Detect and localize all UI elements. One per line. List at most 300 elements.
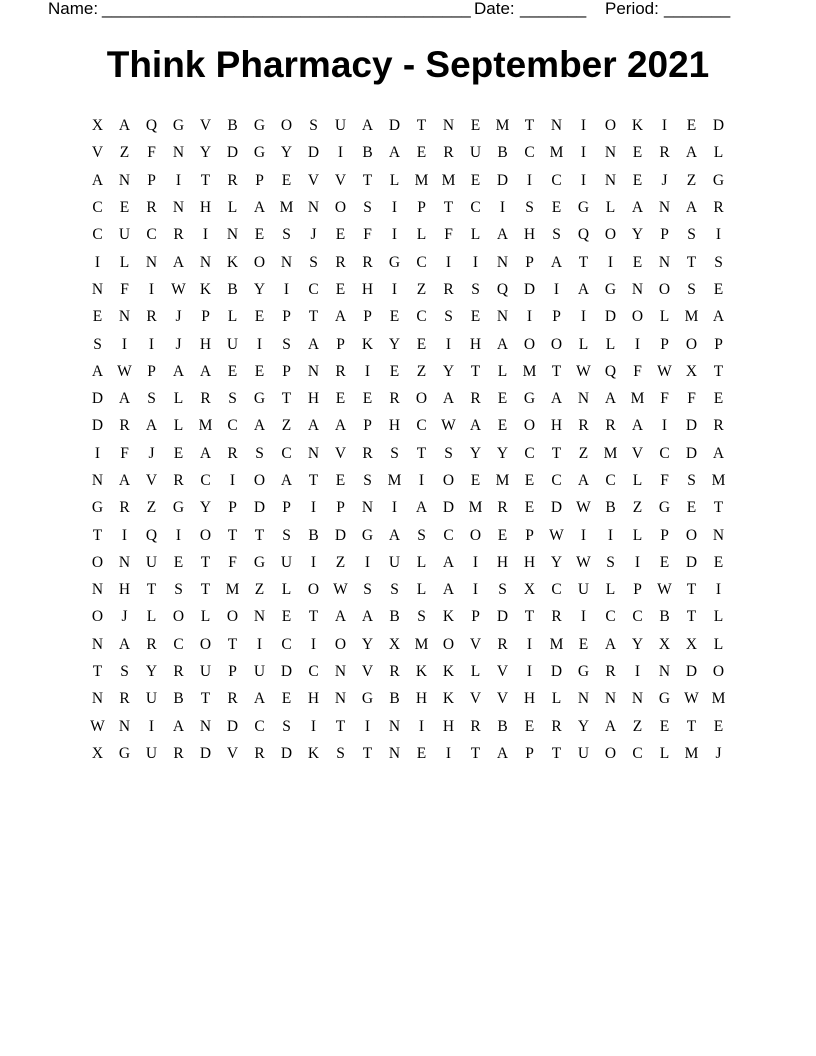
- grid-letter[interactable]: M: [441, 171, 456, 189]
- grid-letter[interactable]: U: [280, 553, 293, 571]
- grid-letter[interactable]: I: [94, 253, 101, 271]
- grid-letter[interactable]: S: [282, 717, 291, 735]
- grid-letter[interactable]: H: [523, 226, 536, 244]
- grid-letter[interactable]: S: [336, 744, 345, 762]
- grid-letter[interactable]: I: [580, 526, 587, 544]
- grid-letter[interactable]: U: [577, 744, 590, 762]
- grid-letter[interactable]: V: [334, 171, 347, 189]
- grid-letter[interactable]: K: [199, 280, 212, 298]
- grid-letter[interactable]: O: [550, 335, 563, 353]
- grid-letter[interactable]: S: [390, 444, 399, 462]
- grid-letter[interactable]: N: [307, 199, 320, 217]
- grid-letter[interactable]: V: [631, 444, 644, 462]
- grid-letter[interactable]: I: [364, 717, 371, 735]
- grid-letter[interactable]: N: [91, 280, 104, 298]
- grid-letter[interactable]: O: [307, 581, 320, 599]
- grid-letter[interactable]: O: [253, 253, 266, 271]
- grid-letter[interactable]: L: [173, 417, 184, 435]
- grid-letter[interactable]: E: [470, 308, 481, 326]
- grid-letter[interactable]: L: [605, 335, 616, 353]
- grid-letter[interactable]: S: [390, 581, 399, 599]
- grid-letter[interactable]: N: [307, 362, 320, 380]
- grid-letter[interactable]: H: [118, 581, 131, 599]
- grid-letter[interactable]: C: [551, 171, 562, 189]
- grid-letter[interactable]: S: [471, 280, 480, 298]
- grid-letter[interactable]: L: [578, 335, 589, 353]
- grid-letter[interactable]: E: [227, 362, 238, 380]
- grid-letter[interactable]: V: [226, 744, 239, 762]
- grid-letter[interactable]: A: [199, 362, 212, 380]
- grid-letter[interactable]: S: [282, 526, 291, 544]
- grid-letter[interactable]: V: [469, 690, 482, 708]
- grid-letter[interactable]: O: [712, 663, 725, 681]
- grid-letter[interactable]: A: [388, 526, 401, 544]
- grid-letter[interactable]: A: [91, 362, 104, 380]
- grid-letter[interactable]: Q: [496, 280, 509, 298]
- grid-letter[interactable]: T: [281, 390, 292, 408]
- grid-letter[interactable]: Z: [416, 362, 427, 380]
- grid-letter[interactable]: L: [416, 553, 427, 571]
- grid-letter[interactable]: C: [524, 444, 535, 462]
- grid-letter[interactable]: I: [445, 744, 452, 762]
- grid-letter[interactable]: I: [121, 335, 128, 353]
- grid-letter[interactable]: S: [525, 199, 534, 217]
- grid-letter[interactable]: C: [254, 717, 265, 735]
- grid-letter[interactable]: O: [442, 472, 455, 489]
- grid-letter[interactable]: S: [255, 444, 264, 462]
- grid-letter[interactable]: T: [146, 581, 157, 599]
- grid-letter[interactable]: O: [226, 608, 239, 626]
- grid-letter[interactable]: P: [201, 308, 210, 326]
- grid-letter[interactable]: S: [444, 308, 453, 326]
- grid-letter[interactable]: T: [524, 608, 535, 626]
- grid-letter[interactable]: U: [199, 663, 212, 681]
- grid-letter[interactable]: T: [200, 581, 211, 599]
- grid-letter[interactable]: E: [281, 690, 292, 708]
- grid-letter[interactable]: N: [631, 690, 644, 708]
- grid-letter[interactable]: X: [388, 635, 401, 653]
- grid-letter[interactable]: G: [91, 499, 104, 517]
- grid-letter[interactable]: G: [172, 499, 185, 517]
- grid-letter[interactable]: A: [550, 253, 563, 271]
- grid-letter[interactable]: N: [334, 690, 347, 708]
- grid-letter[interactable]: F: [363, 226, 372, 244]
- grid-letter[interactable]: D: [523, 280, 536, 298]
- grid-letter[interactable]: E: [659, 717, 670, 735]
- grid-letter[interactable]: A: [496, 226, 509, 244]
- grid-letter[interactable]: W: [576, 499, 591, 517]
- grid-letter[interactable]: U: [145, 744, 158, 762]
- grid-letter[interactable]: N: [199, 253, 212, 271]
- grid-letter[interactable]: R: [200, 390, 211, 408]
- grid-letter[interactable]: N: [172, 199, 185, 217]
- grid-letter[interactable]: M: [630, 390, 645, 408]
- grid-letter[interactable]: P: [282, 499, 291, 517]
- grid-letter[interactable]: Z: [632, 717, 643, 735]
- grid-letter[interactable]: I: [499, 199, 506, 217]
- grid-letter[interactable]: R: [335, 362, 346, 380]
- grid-letter[interactable]: N: [388, 717, 401, 735]
- grid-letter[interactable]: D: [91, 390, 104, 408]
- grid-letter[interactable]: X: [658, 635, 671, 653]
- grid-letter[interactable]: A: [307, 335, 320, 353]
- grid-letter[interactable]: L: [605, 581, 616, 599]
- grid-letter[interactable]: L: [119, 253, 130, 271]
- grid-letter[interactable]: R: [173, 472, 184, 489]
- grid-letter[interactable]: O: [631, 308, 644, 326]
- grid-letter[interactable]: I: [391, 280, 398, 298]
- grid-letter[interactable]: K: [307, 744, 320, 762]
- grid-letter[interactable]: L: [632, 472, 643, 489]
- grid-letter[interactable]: E: [470, 472, 481, 489]
- grid-letter[interactable]: O: [469, 526, 482, 544]
- grid-letter[interactable]: L: [389, 171, 400, 189]
- grid-letter[interactable]: P: [363, 308, 372, 326]
- grid-letter[interactable]: W: [117, 362, 132, 380]
- grid-letter[interactable]: N: [631, 280, 644, 298]
- grid-letter[interactable]: O: [334, 635, 347, 653]
- grid-letter[interactable]: I: [364, 553, 371, 571]
- grid-letter[interactable]: I: [418, 717, 425, 735]
- grid-letter[interactable]: A: [415, 499, 428, 517]
- grid-letter[interactable]: R: [713, 417, 724, 435]
- grid-letter[interactable]: U: [226, 335, 239, 353]
- grid-letter[interactable]: N: [604, 171, 617, 189]
- grid-letter[interactable]: A: [307, 417, 320, 435]
- grid-letter[interactable]: T: [200, 690, 211, 708]
- grid-letter[interactable]: M: [684, 744, 699, 762]
- grid-letter[interactable]: P: [660, 226, 669, 244]
- grid-letter[interactable]: O: [523, 335, 536, 353]
- grid-letter[interactable]: Z: [416, 280, 427, 298]
- grid-letter[interactable]: R: [497, 635, 508, 653]
- grid-letter[interactable]: P: [336, 499, 345, 517]
- grid-letter[interactable]: T: [227, 635, 238, 653]
- grid-letter[interactable]: I: [310, 499, 317, 517]
- grid-letter[interactable]: Y: [280, 144, 293, 162]
- grid-letter[interactable]: T: [524, 117, 535, 135]
- grid-letter[interactable]: X: [685, 635, 698, 653]
- grid-letter[interactable]: D: [334, 526, 347, 544]
- grid-letter[interactable]: U: [577, 581, 590, 599]
- grid-letter[interactable]: O: [685, 335, 698, 353]
- grid-letter[interactable]: I: [580, 117, 587, 135]
- grid-letter[interactable]: N: [658, 199, 671, 217]
- grid-letter[interactable]: S: [147, 390, 156, 408]
- grid-letter[interactable]: Y: [442, 362, 455, 380]
- grid-letter[interactable]: R: [713, 199, 724, 217]
- grid-letter[interactable]: B: [227, 117, 238, 135]
- grid-letter[interactable]: E: [632, 171, 643, 189]
- grid-letter[interactable]: N: [118, 717, 131, 735]
- grid-letter[interactable]: N: [199, 717, 212, 735]
- grid-letter[interactable]: F: [660, 390, 669, 408]
- grid-letter[interactable]: C: [416, 417, 427, 435]
- grid-letter[interactable]: A: [604, 390, 617, 408]
- grid-letter[interactable]: I: [175, 526, 182, 544]
- grid-letter[interactable]: K: [442, 663, 455, 681]
- grid-letter[interactable]: P: [525, 526, 534, 544]
- grid-letter[interactable]: M: [198, 417, 213, 435]
- grid-letter[interactable]: C: [551, 472, 562, 489]
- grid-letter[interactable]: Z: [254, 581, 265, 599]
- grid-letter[interactable]: E: [173, 444, 184, 462]
- grid-letter[interactable]: R: [443, 280, 454, 298]
- grid-letter[interactable]: G: [712, 171, 725, 189]
- grid-letter[interactable]: A: [172, 717, 185, 735]
- grid-letter[interactable]: R: [470, 717, 481, 735]
- grid-letter[interactable]: T: [551, 744, 562, 762]
- grid-letter[interactable]: I: [526, 663, 533, 681]
- grid-letter[interactable]: I: [391, 499, 398, 517]
- grid-letter[interactable]: A: [685, 199, 698, 217]
- grid-letter[interactable]: L: [416, 226, 427, 244]
- grid-letter[interactable]: A: [91, 171, 104, 189]
- grid-letter[interactable]: O: [199, 635, 212, 653]
- grid-letter[interactable]: D: [280, 663, 293, 681]
- grid-letter[interactable]: P: [471, 608, 480, 626]
- grid-letter[interactable]: E: [335, 390, 346, 408]
- grid-letter[interactable]: V: [469, 635, 482, 653]
- grid-letter[interactable]: E: [389, 362, 400, 380]
- grid-letter[interactable]: S: [417, 608, 426, 626]
- grid-letter[interactable]: U: [145, 553, 158, 571]
- grid-letter[interactable]: A: [253, 199, 266, 217]
- grid-letter[interactable]: I: [634, 663, 641, 681]
- grid-letter[interactable]: Z: [632, 499, 643, 517]
- grid-letter[interactable]: R: [119, 499, 130, 517]
- grid-letter[interactable]: B: [659, 608, 670, 626]
- grid-letter[interactable]: T: [335, 717, 346, 735]
- grid-letter[interactable]: J: [715, 744, 722, 762]
- grid-letter[interactable]: E: [713, 553, 724, 571]
- grid-letter[interactable]: Z: [686, 171, 697, 189]
- grid-letter[interactable]: N: [118, 553, 131, 571]
- grid-letter[interactable]: W: [576, 362, 591, 380]
- grid-letter[interactable]: I: [445, 253, 452, 271]
- grid-letter[interactable]: X: [685, 362, 698, 380]
- grid-letter[interactable]: D: [280, 744, 293, 762]
- grid-letter[interactable]: E: [254, 308, 265, 326]
- grid-letter[interactable]: V: [496, 663, 509, 681]
- grid-letter[interactable]: D: [685, 553, 698, 571]
- grid-letter[interactable]: C: [281, 444, 292, 462]
- grid-letter[interactable]: Z: [119, 144, 130, 162]
- grid-letter[interactable]: D: [712, 117, 725, 135]
- grid-letter[interactable]: V: [334, 444, 347, 462]
- grid-letter[interactable]: Y: [469, 444, 482, 462]
- grid-letter[interactable]: D: [226, 717, 239, 735]
- grid-letter[interactable]: M: [711, 472, 726, 489]
- grid-letter[interactable]: P: [633, 581, 642, 599]
- grid-letter[interactable]: A: [388, 144, 401, 162]
- grid-letter[interactable]: N: [118, 308, 131, 326]
- grid-letter[interactable]: E: [335, 472, 346, 489]
- grid-letter[interactable]: C: [416, 253, 427, 271]
- grid-letter[interactable]: J: [175, 335, 182, 353]
- grid-letter[interactable]: O: [442, 635, 455, 653]
- grid-letter[interactable]: P: [228, 663, 237, 681]
- grid-letter[interactable]: K: [415, 663, 428, 681]
- grid-letter[interactable]: G: [253, 117, 266, 135]
- grid-letter[interactable]: R: [659, 144, 670, 162]
- grid-letter[interactable]: P: [714, 335, 723, 353]
- grid-letter[interactable]: G: [658, 690, 671, 708]
- grid-letter[interactable]: R: [389, 390, 400, 408]
- grid-letter[interactable]: Y: [388, 335, 401, 353]
- grid-letter[interactable]: D: [442, 499, 455, 517]
- grid-letter[interactable]: Y: [496, 444, 509, 462]
- grid-letter[interactable]: G: [388, 253, 401, 271]
- grid-letter[interactable]: L: [551, 690, 562, 708]
- grid-letter[interactable]: V: [199, 117, 212, 135]
- grid-letter[interactable]: R: [119, 417, 130, 435]
- grid-letter[interactable]: N: [712, 526, 725, 544]
- grid-letter[interactable]: I: [580, 171, 587, 189]
- grid-letter[interactable]: D: [388, 117, 401, 135]
- grid-letter[interactable]: G: [523, 390, 536, 408]
- grid-letter[interactable]: E: [659, 553, 670, 571]
- grid-letter[interactable]: Y: [199, 144, 212, 162]
- grid-letter[interactable]: A: [685, 144, 698, 162]
- grid-letter[interactable]: C: [524, 144, 535, 162]
- grid-letter[interactable]: T: [551, 444, 562, 462]
- grid-letter[interactable]: X: [91, 117, 104, 135]
- grid-letter[interactable]: H: [415, 690, 428, 708]
- grid-letter[interactable]: N: [658, 663, 671, 681]
- grid-letter[interactable]: N: [280, 253, 293, 271]
- grid-letter[interactable]: J: [175, 308, 182, 326]
- grid-letter[interactable]: E: [335, 226, 346, 244]
- grid-letter[interactable]: R: [551, 717, 562, 735]
- grid-letter[interactable]: F: [687, 390, 696, 408]
- grid-letter[interactable]: O: [253, 472, 266, 489]
- grid-letter[interactable]: B: [389, 690, 400, 708]
- grid-letter[interactable]: T: [713, 499, 724, 517]
- grid-letter[interactable]: J: [148, 444, 155, 462]
- grid-letter[interactable]: I: [634, 335, 641, 353]
- grid-letter[interactable]: S: [120, 663, 129, 681]
- grid-letter[interactable]: A: [253, 417, 266, 435]
- grid-letter[interactable]: L: [227, 308, 238, 326]
- grid-letter[interactable]: F: [660, 472, 669, 489]
- grid-letter[interactable]: E: [281, 608, 292, 626]
- grid-letter[interactable]: O: [334, 199, 347, 217]
- grid-letter[interactable]: R: [497, 499, 508, 517]
- grid-letter[interactable]: D: [496, 171, 509, 189]
- grid-letter[interactable]: E: [416, 335, 427, 353]
- grid-letter[interactable]: N: [442, 117, 455, 135]
- grid-letter[interactable]: I: [661, 117, 668, 135]
- grid-letter[interactable]: D: [91, 417, 104, 435]
- grid-letter[interactable]: S: [174, 581, 183, 599]
- grid-letter[interactable]: T: [416, 444, 427, 462]
- grid-letter[interactable]: Q: [577, 226, 590, 244]
- grid-letter[interactable]: E: [254, 362, 265, 380]
- grid-letter[interactable]: T: [686, 608, 697, 626]
- grid-letter[interactable]: I: [580, 308, 587, 326]
- grid-letter[interactable]: I: [661, 417, 668, 435]
- grid-letter[interactable]: U: [145, 690, 158, 708]
- grid-letter[interactable]: E: [578, 635, 589, 653]
- grid-letter[interactable]: T: [686, 717, 697, 735]
- grid-letter[interactable]: M: [468, 499, 483, 517]
- grid-letter[interactable]: I: [337, 144, 344, 162]
- grid-letter[interactable]: C: [443, 526, 454, 544]
- grid-letter[interactable]: C: [200, 472, 211, 489]
- grid-letter[interactable]: R: [173, 226, 184, 244]
- grid-letter[interactable]: E: [416, 144, 427, 162]
- grid-letter[interactable]: S: [93, 335, 102, 353]
- grid-letter[interactable]: M: [225, 581, 240, 599]
- grid-letter[interactable]: L: [713, 635, 724, 653]
- grid-letter[interactable]: E: [119, 199, 130, 217]
- grid-letter[interactable]: N: [361, 499, 374, 517]
- grid-letter[interactable]: I: [256, 335, 263, 353]
- grid-letter[interactable]: A: [577, 280, 590, 298]
- grid-letter[interactable]: N: [253, 608, 266, 626]
- grid-letter[interactable]: I: [472, 581, 479, 599]
- grid-letter[interactable]: I: [526, 635, 533, 653]
- grid-letter[interactable]: E: [470, 117, 481, 135]
- grid-letter[interactable]: L: [470, 226, 481, 244]
- grid-letter[interactable]: P: [363, 417, 372, 435]
- grid-letter[interactable]: A: [442, 553, 455, 571]
- grid-letter[interactable]: L: [632, 526, 643, 544]
- grid-letter[interactable]: L: [200, 608, 211, 626]
- grid-letter[interactable]: P: [336, 335, 345, 353]
- grid-letter[interactable]: T: [362, 744, 373, 762]
- grid-letter[interactable]: I: [580, 144, 587, 162]
- grid-letter[interactable]: R: [173, 744, 184, 762]
- grid-letter[interactable]: S: [687, 280, 696, 298]
- grid-letter[interactable]: S: [363, 472, 372, 489]
- grid-letter[interactable]: K: [631, 117, 644, 135]
- grid-letter[interactable]: C: [551, 581, 562, 599]
- grid-letter[interactable]: W: [684, 690, 699, 708]
- grid-letter[interactable]: Z: [146, 499, 157, 517]
- grid-letter[interactable]: T: [308, 308, 319, 326]
- grid-letter[interactable]: R: [119, 690, 130, 708]
- grid-letter[interactable]: N: [496, 253, 509, 271]
- grid-letter[interactable]: L: [227, 199, 238, 217]
- grid-letter[interactable]: M: [549, 144, 564, 162]
- grid-letter[interactable]: S: [363, 581, 372, 599]
- grid-letter[interactable]: P: [228, 499, 237, 517]
- grid-letter[interactable]: X: [523, 581, 536, 599]
- grid-letter[interactable]: A: [118, 635, 131, 653]
- grid-letter[interactable]: V: [307, 171, 320, 189]
- grid-letter[interactable]: E: [389, 308, 400, 326]
- grid-letter[interactable]: C: [416, 308, 427, 326]
- grid-letter[interactable]: E: [524, 717, 535, 735]
- grid-letter[interactable]: N: [577, 390, 590, 408]
- grid-letter[interactable]: T: [200, 553, 211, 571]
- grid-letter[interactable]: Q: [604, 362, 617, 380]
- grid-letter[interactable]: M: [414, 635, 429, 653]
- grid-letter[interactable]: C: [173, 635, 184, 653]
- grid-letter[interactable]: M: [495, 472, 510, 489]
- grid-letter[interactable]: R: [227, 171, 238, 189]
- grid-letter[interactable]: G: [118, 744, 131, 762]
- grid-letter[interactable]: L: [713, 608, 724, 626]
- grid-letter[interactable]: I: [310, 553, 317, 571]
- grid-letter[interactable]: S: [444, 444, 453, 462]
- grid-letter[interactable]: O: [658, 280, 671, 298]
- grid-letter[interactable]: P: [282, 362, 291, 380]
- grid-letter[interactable]: A: [496, 744, 509, 762]
- grid-letter[interactable]: I: [175, 171, 182, 189]
